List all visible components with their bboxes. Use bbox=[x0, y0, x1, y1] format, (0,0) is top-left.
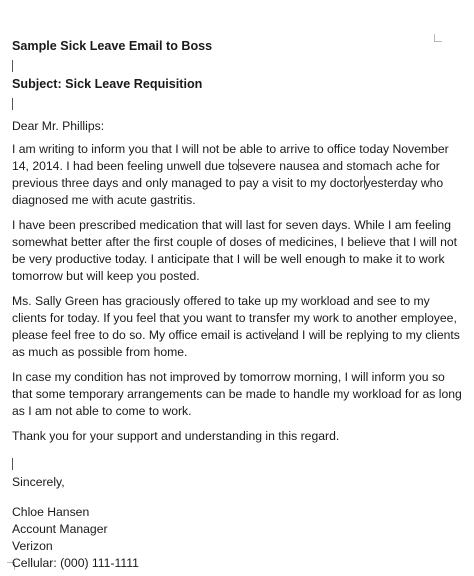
email-subject: Subject: Sick Leave Requisition bbox=[12, 77, 203, 91]
signature-name: Chloe Hansen bbox=[12, 505, 90, 519]
signature-block bbox=[12, 504, 464, 572]
empty-line bbox=[12, 55, 464, 76]
paragraph-text: I am writing to inform you that I will not be able to arrive to office today November 14, 2014. I had been feeling unwell due to bbox=[12, 142, 449, 173]
email-greeting: Dear Mr. Phillips: bbox=[12, 119, 105, 133]
text-cursor bbox=[12, 98, 13, 110]
paragraph-text: severe nausea and stomach ache for previous three days and only managed to pay a visit to my doctor bbox=[12, 159, 440, 190]
paragraph-text: yesterday who diagnosed me with acute gastritis. bbox=[12, 176, 444, 207]
signature-position: Account Manager bbox=[12, 522, 108, 536]
paragraph-text: and I will be replying to my clients as much as possible from home. bbox=[12, 328, 460, 359]
text-cursor bbox=[12, 458, 13, 470]
paragraph-thanks: Thank you for your support and understanding in this regard. bbox=[12, 429, 340, 443]
paragraph-text: Ms. Sally Green has graciously offered to take up my workload and see to my clients for today. If you feel that you want to transfer my work to another employee, please feel free to do so. My office email is active bbox=[12, 294, 457, 342]
paragraph-contingency: In case my condition has not improved by tomorrow morning, I will inform you so that some temporary arrangements can be made to handle my workload for as long as I am not able to come to work. bbox=[12, 370, 462, 418]
signature-phone: Cellular: (000) 111-1111 bbox=[12, 556, 139, 570]
paragraph-absence-notice bbox=[12, 141, 464, 209]
paragraph-medication: I have been prescribed medication that will last for seven days. While I am feeling somewhat better after the first couple of doses of medicines, I believe that I will not be very productive today. I anticipate that I will be well enough to make it to work tomorrow but will keep you posted. bbox=[12, 218, 458, 283]
signature-company: Verizon bbox=[12, 539, 53, 553]
document-title: Sample Sick Leave Email to Boss bbox=[12, 39, 213, 53]
empty-line bbox=[12, 93, 464, 114]
document-body[interactable] bbox=[12, 38, 464, 572]
text-cursor bbox=[12, 60, 13, 72]
empty-line bbox=[12, 453, 464, 474]
sign-off: Sincerely, bbox=[12, 475, 65, 489]
paragraph-workload bbox=[12, 293, 464, 361]
